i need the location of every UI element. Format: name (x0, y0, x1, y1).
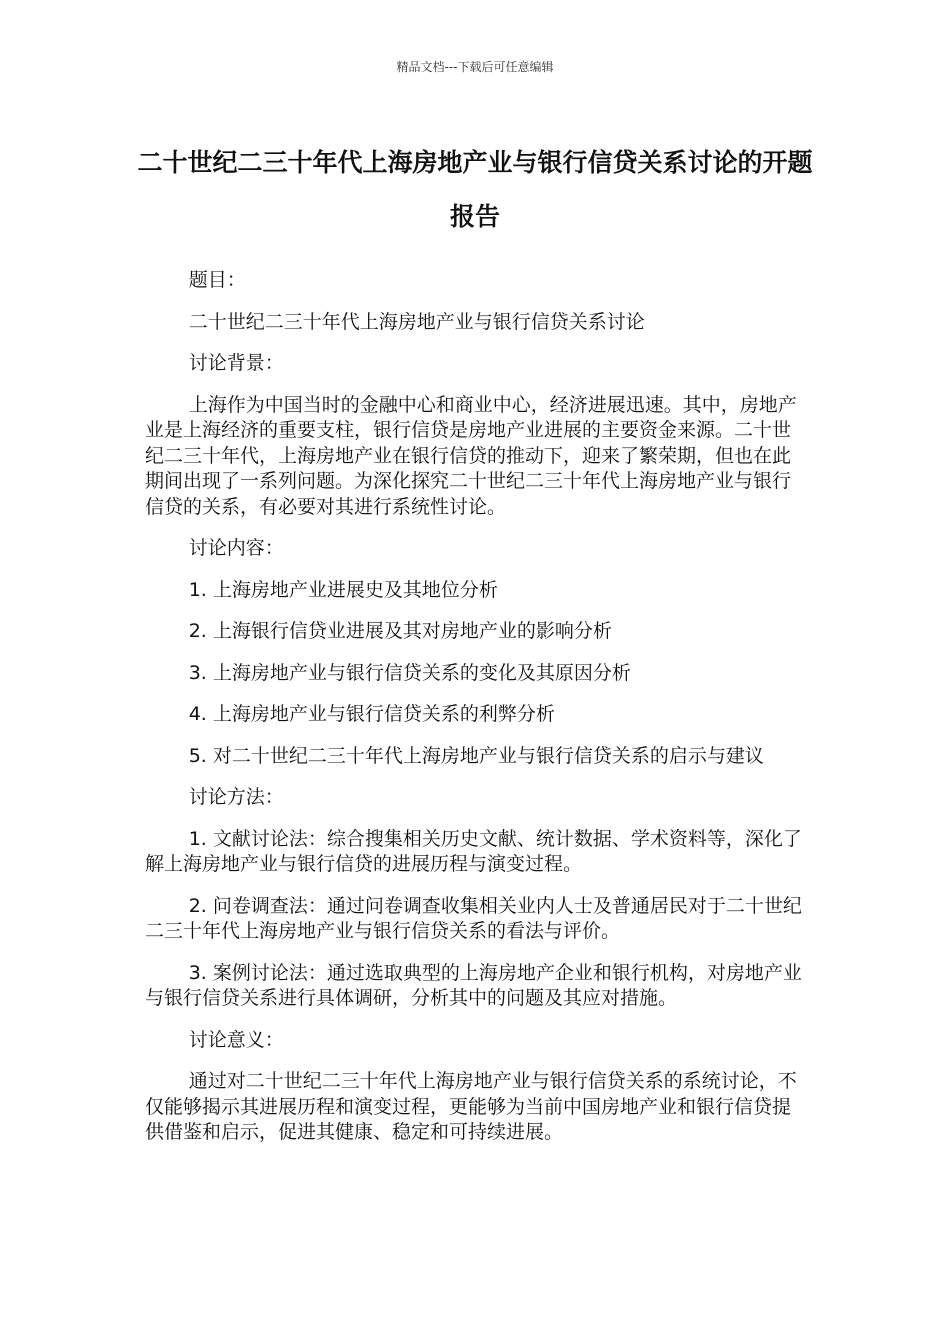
header-note: 精品文档---下载后可任意编辑 (396, 60, 554, 74)
significance-paragraph: 通过对二十世纪二三十年代上海房地产业与银行信贷关系的系统讨论，不仅能够揭示其进展历程和演变过程，更能够为当前中国房地产业和银行信贷提供借鉴和启示，促进其健康、稳定和可持续进展。 (145, 1070, 797, 1143)
background-paragraph: 上海作为中国当时的金融中心和商业中心，经济进展迅速。其中，房地产业是上海经济的重要支柱，银行信贷是房地产业进展的主要资金来源。二十世纪二三十年代，上海房地产业在银行信贷的推动下，迎来了繁荣期，但也在此期间出现了一系列问题。为深化探究二十世纪二三十年代上海房地产业与银行信贷的关系，有必要对其进行系统性讨论。 (145, 393, 797, 518)
label-methods: 讨论方法： (188, 786, 284, 808)
content-item-3: 3. 上海房地产业与银行信贷关系的变化及其原因分析 (188, 661, 631, 684)
content-item-1: 1. 上海房地产业进展史及其地位分析 (188, 578, 498, 601)
method-item-3: 3. 案例讨论法：通过选取典型的上海房地产企业和银行机构，对房地产业与银行信贷关系进行具体调研，分析其中的问题及其应对措施。 (145, 961, 802, 1009)
content-item-4: 4. 上海房地产业与银行信贷关系的利弊分析 (188, 703, 555, 725)
method-item-2: 2. 问卷调查法：通过问卷调查收集相关业内人士及普通居民对于二十世纪二三十年代上海房地产业与银行信贷关系的看法与评价。 (145, 894, 802, 942)
content-item-2: 2. 上海银行信贷业进展及其对房地产业的影响分析 (188, 620, 612, 642)
label-content: 讨论内容： (188, 537, 284, 559)
label-topic: 题目： (188, 269, 246, 291)
document-body (145, 268, 805, 1162)
topic-text: 二十世纪二三十年代上海房地产业与银行信贷关系讨论 (188, 310, 645, 333)
label-background: 讨论背景： (188, 352, 284, 374)
content-item-5: 5. 对二十世纪二三十年代上海房地产业与银行信贷关系的启示与建议 (188, 744, 764, 767)
document-title: 二十世纪二三十年代上海房地产业与银行信贷关系讨论的开题报告 (137, 148, 813, 231)
label-significance: 讨论意义： (188, 1028, 284, 1051)
method-item-1: 1. 文献讨论法：综合搜集相关历史文献、统计数据、学术资料等，深化了解上海房地产业与银行信贷的进展历程与演变过程。 (145, 827, 802, 875)
